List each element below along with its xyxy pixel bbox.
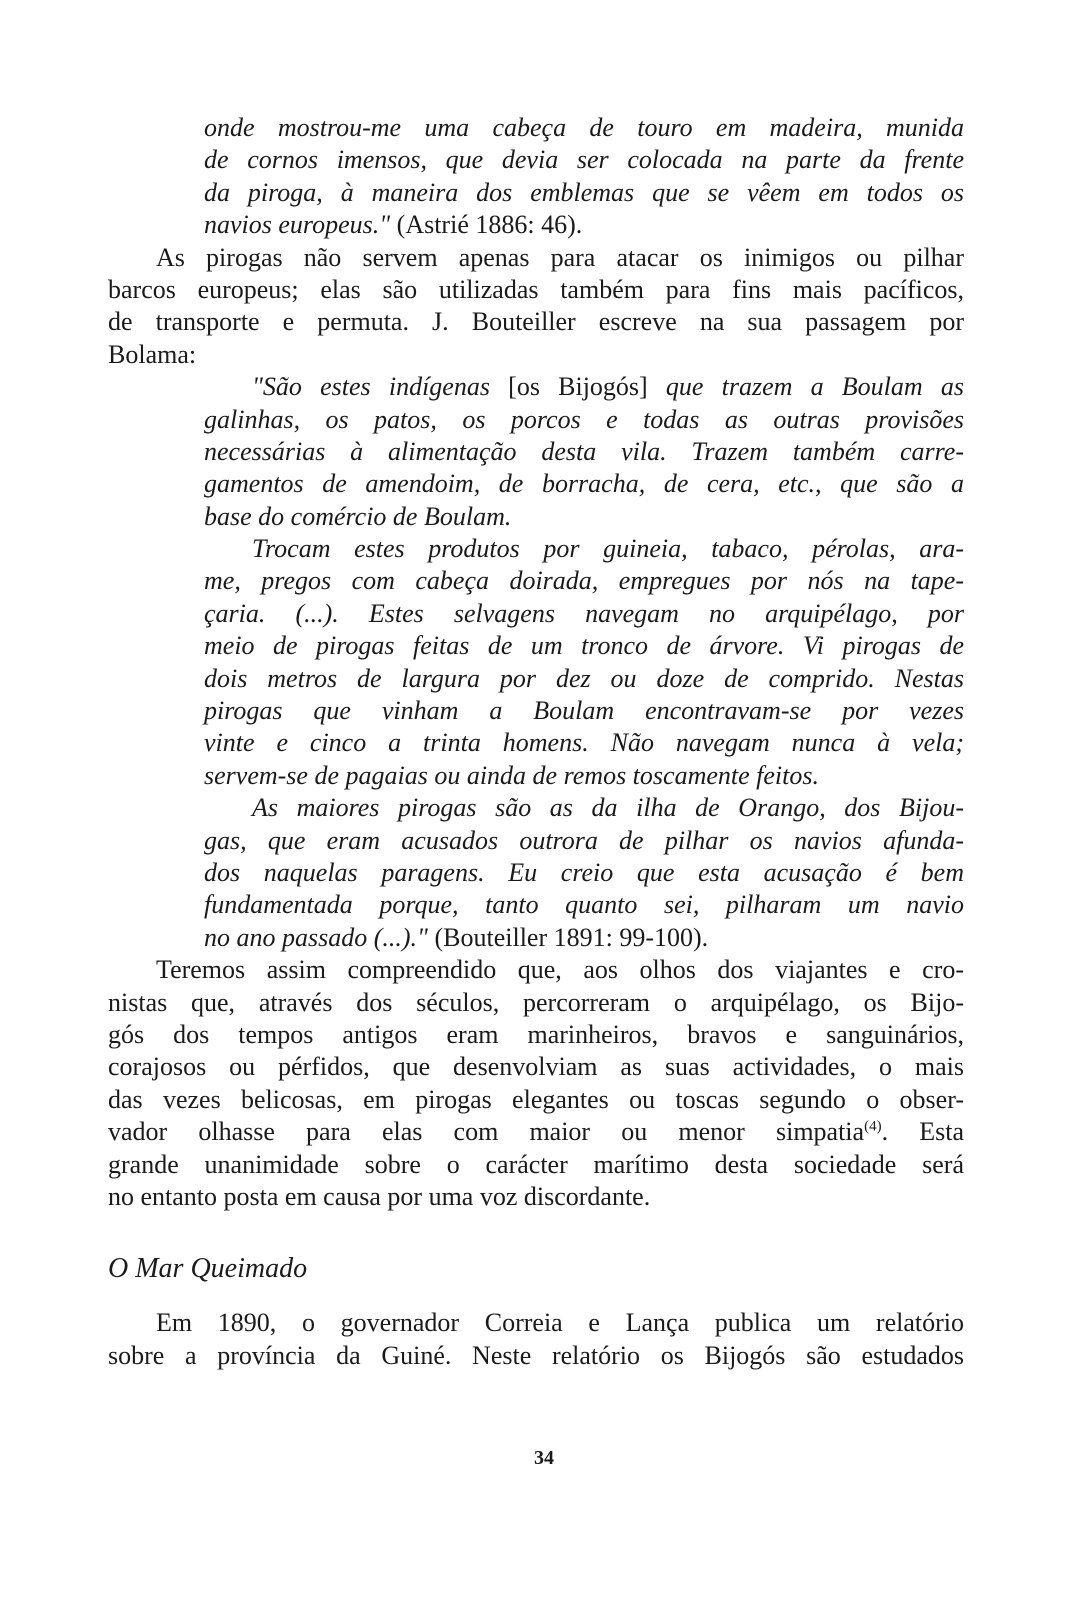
text-line: Em 1890, o governador Correia e Lança publica um relatório <box>156 1308 964 1338</box>
page-number: 34 <box>534 1447 554 1469</box>
quote-astrie <box>108 112 964 242</box>
text-line: dois metros de largura por dez ou doze de comprido. Nestas <box>204 663 964 693</box>
quote-text: "São estes indígenas <box>252 372 509 402</box>
paragraph <box>108 954 964 1213</box>
text-line: me, pregos com cabeça doirada, empregues por nós na tape- <box>204 566 964 596</box>
text-line: As maiores pirogas são as da ilha de Orango, dos Bijou- <box>252 793 964 823</box>
text-line: gós dos tempos antigos eram marinheiros, bravos e sanguinários, <box>108 1019 964 1049</box>
text-line: meio de pirogas feitas de um tronco de árvore. Vi pirogas de <box>204 631 964 661</box>
citation: (Astrié 1886: 46). <box>390 210 583 240</box>
text-line: Teremos assim compreendido que, aos olhos dos viajantes e cro- <box>156 955 964 985</box>
editorial-insert: [os Bijogós] <box>508 372 648 402</box>
text-run: . Esta <box>881 1117 964 1147</box>
text-line: galinhas, os patos, os porcos e todas as outras provisões <box>204 404 964 434</box>
text-line: gamentos de amendoim, de borracha, de cera, etc., que são a <box>204 469 964 499</box>
text-line: corajosos ou pérfidos, que desenvolviam as suas actividades, o mais <box>108 1052 964 1082</box>
quote-bouteiller <box>108 371 964 954</box>
text-line: de transporte e permuta. J. Bouteiller escreve na sua passagem por <box>108 307 964 337</box>
text-line: barcos europeus; elas são utilizadas também para fins mais pacíficos, <box>108 274 964 304</box>
text-line: Bolama: <box>108 339 197 369</box>
quote-end: navios europeus." <box>204 210 391 240</box>
footnote-ref[interactable]: (4) <box>864 1118 882 1135</box>
text-line: sobre a província da Guiné. Neste relatório os Bijogós são estudados <box>108 1340 964 1370</box>
text-line: gas, que eram acusados outrora de pilhar os navios afunda- <box>204 825 964 855</box>
text-line: vinte e cinco a trinta homens. Não navegam nunca à vela; <box>204 728 964 758</box>
text-line: base do comércio de Boulam. <box>204 501 512 531</box>
text-line: das vezes belicosas, em pirogas elegantes ou toscas segundo o obser- <box>108 1084 964 1114</box>
citation: (Bouteiller 1891: 99-100). <box>427 922 709 952</box>
text-line: dos naquelas paragens. Eu creio que esta acusação é bem <box>204 857 964 887</box>
text-line <box>108 922 964 954</box>
text-line: çaria. (...). Estes selvagens navegam no arquipélago, por <box>204 598 964 628</box>
text-line <box>108 1116 964 1148</box>
text-line: As pirogas não servem apenas para atacar os inimigos ou pilhar <box>156 242 964 272</box>
text-line: necessárias à alimentação desta vila. Trazem também carre- <box>204 436 964 466</box>
paragraph <box>108 242 964 372</box>
section-heading: O Mar Queimado <box>108 1253 308 1285</box>
text-line: pirogas que vinham a Boulam encontravam-se por vezes <box>204 696 964 726</box>
text-line: da piroga, à maneira dos emblemas que se vêem em todos os <box>204 177 964 207</box>
text-line: grande unanimidade sobre o carácter marítimo desta sociedade será <box>108 1149 964 1179</box>
quote-text: que trazem a Boulam as <box>647 372 964 402</box>
text-line: de cornos imensos, que devia ser colocada na parte da frente <box>204 145 964 175</box>
text-line <box>108 209 964 241</box>
paragraph <box>108 1307 964 1372</box>
text-line: servem-se de pagaias ou ainda de remos toscamente feitos. <box>204 760 819 790</box>
text-line: fundamentada porque, tanto quanto sei, pilharam um navio <box>204 890 964 920</box>
text-run: vador olhasse para elas com maior ou menor simpatia <box>108 1117 865 1147</box>
page-body <box>108 112 964 1372</box>
text-line: Trocam estes produtos por guineia, tabaco, pérolas, ara- <box>252 534 964 564</box>
quote-end: no ano passado (...)." <box>204 922 428 952</box>
text-line <box>108 371 964 403</box>
text-line: onde mostrou-me uma cabeça de touro em madeira, munida <box>204 113 964 142</box>
text-line: no entanto posta em causa por uma voz discordante. <box>108 1181 651 1211</box>
text-line: nistas que, através dos séculos, percorreram o arquipélago, os Bijo- <box>108 987 964 1017</box>
